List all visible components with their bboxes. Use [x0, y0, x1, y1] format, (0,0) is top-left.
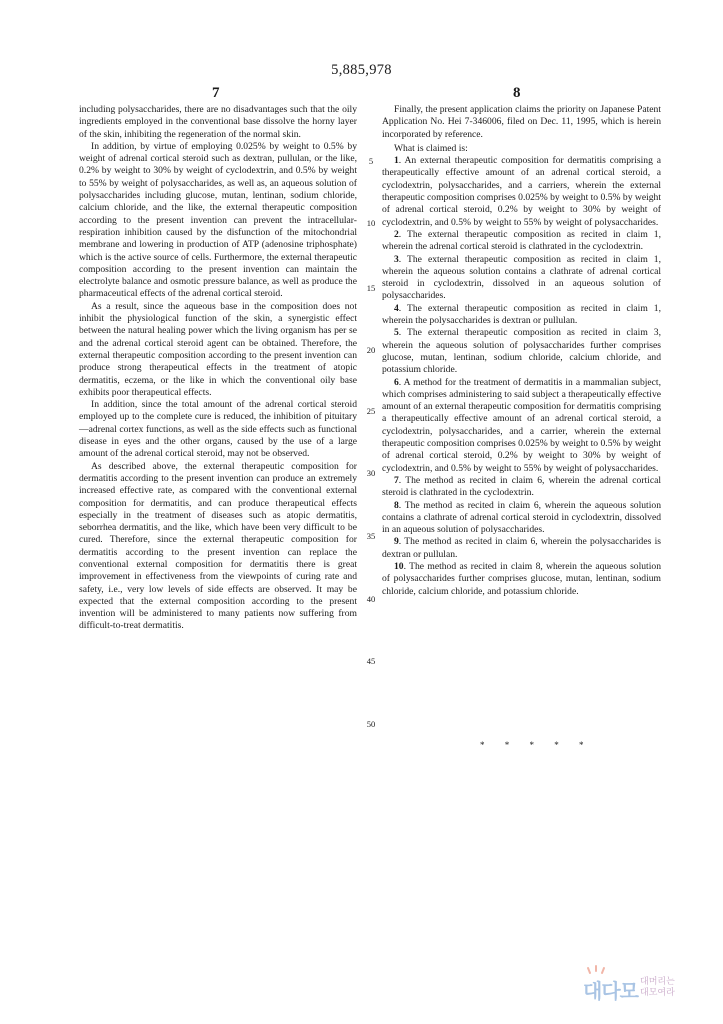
claim-number: 4: [394, 302, 399, 314]
line-number: 40: [366, 594, 376, 604]
line-number: 45: [366, 656, 376, 666]
claim: [382, 327, 661, 376]
claim: [382, 303, 661, 328]
claim-number: 2: [394, 228, 399, 240]
paragraph: As described above, the external therapeutic composition for dermatitis according to the present invention can produce an extremely increased effective rate, as compared with the conventional external composition for dermatitis, and can produce therapeutical effects especially in the treatment of diseases such as atopic dermatitis, seborrhea dermatitis, and the like, which have been very difficult to be cured. Therefore, since the external therapeutic composition for dermatitis according to the present invention can replace the conventional external composition for dermatitis there is great improvement in effectiveness from the viewpoints of curing rate and safety, i.e., very low levels of side effects are observed. It may be expected that the external composition according to the present invention will be administered to many patients now suffering from difficult-to-treat dermatitis.: [79, 460, 357, 632]
claim-text: . The external therapeutic composition as recited in claim 1, wherein the adrenal cortical steroid is clathrated in the cyclodextrin.: [382, 228, 661, 253]
paragraph: In addition, since the total amount of the adrenal cortical steroid employed up to the complete cure is reduced, the inhibition of pituitary—adrenal cortex functions, as well as the side effects such as functional disease in eyes and the other organs, caused by the use of a large amount of the adrenal cortical steroid, may not be observed.: [79, 399, 357, 460]
patent-number: 5,885,978: [331, 62, 392, 78]
priority-paragraph: Finally, the present application claims the priority on Japanese Patent Application No. Hei 7-346006, filed on Dec. 11, 1995, which is herein incorporated by reference.: [382, 104, 661, 140]
paragraph: including polysaccharides, there are no disadvantages such that the oily ingredients employed in the conventional base dissolve the horny layer of the skin, inhibiting the regeneration of the normal skin.: [79, 104, 357, 140]
left-column-number: 7: [212, 85, 220, 101]
end-of-document-mark: * * * * *: [480, 740, 593, 750]
line-number: 25: [366, 406, 376, 416]
claim: [382, 377, 661, 475]
claim-text: . The external therapeutic composition as recited in claim 3, wherein the aqueous solution of polysaccharides further comprises glucose, mutan, lentinan, sodium chloride, calcium chloride, and potassium chloride.: [382, 327, 661, 376]
line-number: 35: [366, 531, 376, 541]
claim-text: . The method as recited in claim 6, wherein the polysaccharides is dextran or pullulan.: [382, 536, 661, 560]
line-number: 10: [366, 218, 376, 228]
claim-number: 5: [394, 327, 399, 339]
claim-number: 8: [394, 499, 399, 511]
claim-text: . The external therapeutic composition as recited in claim 1, wherein the aqueous solution contains a clathrate of adrenal cortical steroid in cyclodextrin, dissolved in an aqueous solution of polysaccharides.: [382, 253, 661, 302]
claim: [382, 254, 661, 303]
claim-text: . A method for the treatment of dermatitis in a mammalian subject, which comprises administering to said subject a therapeutically effective amount of an external therapeutic composition for dermatitis comprising a therapeutically effective amount of an adrenal cortical steroid, a cyclodextrin, polysaccharides, and a carrier, wherein the external therapeutic composition comprises 0.025% by weight to 0.5% by weight of adrenal cortical steroid, 0.2% by weight to 30% by weight of cyclodextrin, and 0.5% by weight to 55% by weight of polysaccharides.: [382, 376, 662, 474]
line-number: 50: [366, 719, 376, 729]
claim: [382, 500, 661, 537]
watermark-slogan-line: 대머리는: [640, 977, 675, 987]
claim: [382, 475, 661, 500]
paragraph: In addition, by virtue of employing 0.025% by weight to 0.5% by weight of adrenal cortical steroid such as dextran, pullulan, or the like, 0.2% by weight to 30% by weight of cyclodextrin, and 0.5% by weight to 55% by weight of polysaccharides, as well as, an aqueous solution of polysaccharides including glucose, mutan, lentinan, sodium chloride, calcium chloride, and the like, the external therapeutic composition according to the present invention can prevent the intracellular-respiration inhibition caused by the disfunction of the mitochondrial membrane and lowering in production of ATP (adenosine triphosphate) which is the active source of cells. Furthermore, the external therapeutic composition according to the present invention can maintain the electrolyte balance and osmotic pressure balance, as well as produce the pharmaceutical effects of the adrenal cortical steroid.: [79, 140, 357, 300]
claim: [382, 155, 661, 229]
claim-number: 7: [394, 474, 399, 486]
line-number: 20: [366, 345, 376, 355]
right-column: [382, 104, 661, 598]
watermark-slogan: [640, 977, 700, 999]
line-number: 5: [368, 156, 374, 166]
paragraph: As a result, since the aqueous base in the composition does not inhibit the physiological function of the skin, a synergistic effect between the natural healing power which the living organism has per se and the adrenal cortical steroid agent can be obtained. Therefore, the external therapeutic composition according to the present invention can produce strong therapeutical effects in the treatment of atopic dermatitis, eczema, or the like in which the conventional oily base exhibits poor therapeutical effects.: [79, 300, 357, 398]
claim: [382, 561, 661, 598]
claim-number: 6: [394, 376, 399, 388]
claim-text: . The method as recited in claim 6, wherein the aqueous solution contains a clathrate of adrenal cortical steroid in cyclodextrin, dissolved in an aqueous solution of polysaccharides.: [382, 499, 661, 536]
claim-text: . The method as recited in claim 8, wherein the aqueous solution of polysaccharides further comprises glucose, mutan, lentinan, sodium chloride, calcium chloride, and potassium chloride.: [382, 560, 661, 597]
claim-text: . An external therapeutic composition for dermatitis comprising a therapeutically effective amount of an adrenal cortical steroid, a cyclodextrin, polysaccharides, and a carriers, wherein the external therapeutic composition comprises 0.025% by weight to 0.5% by weight of adrenal cortical steroid, 0.2% by weight to 30% by weight of cyclodextrin, and 0.5% by weight to 55% by weight of polysaccharides.: [382, 155, 661, 228]
watermark-logo-text: 대다모: [583, 979, 638, 1003]
claim-number: 10: [394, 560, 404, 572]
left-column: [79, 104, 357, 633]
claim-text: . The method as recited in claim 6, wherein the adrenal cortical steroid is clathrated in the cyclodextrin.: [382, 474, 661, 499]
line-number: 30: [366, 468, 376, 478]
line-number: 15: [366, 283, 376, 293]
claim-number: 3: [394, 253, 399, 265]
right-column-number: 8: [513, 85, 521, 101]
claims-intro: What is claimed is:: [394, 142, 468, 154]
claim-text: . The external therapeutic composition as recited in claim 1, wherein the polysaccharides is dextran or pullulan.: [382, 302, 661, 327]
claim: [382, 536, 661, 561]
claim: [382, 229, 661, 254]
claim-number: 9: [394, 536, 399, 548]
watermark-slogan-line: 대모여라: [640, 988, 675, 998]
claim-number: 1: [394, 155, 399, 167]
